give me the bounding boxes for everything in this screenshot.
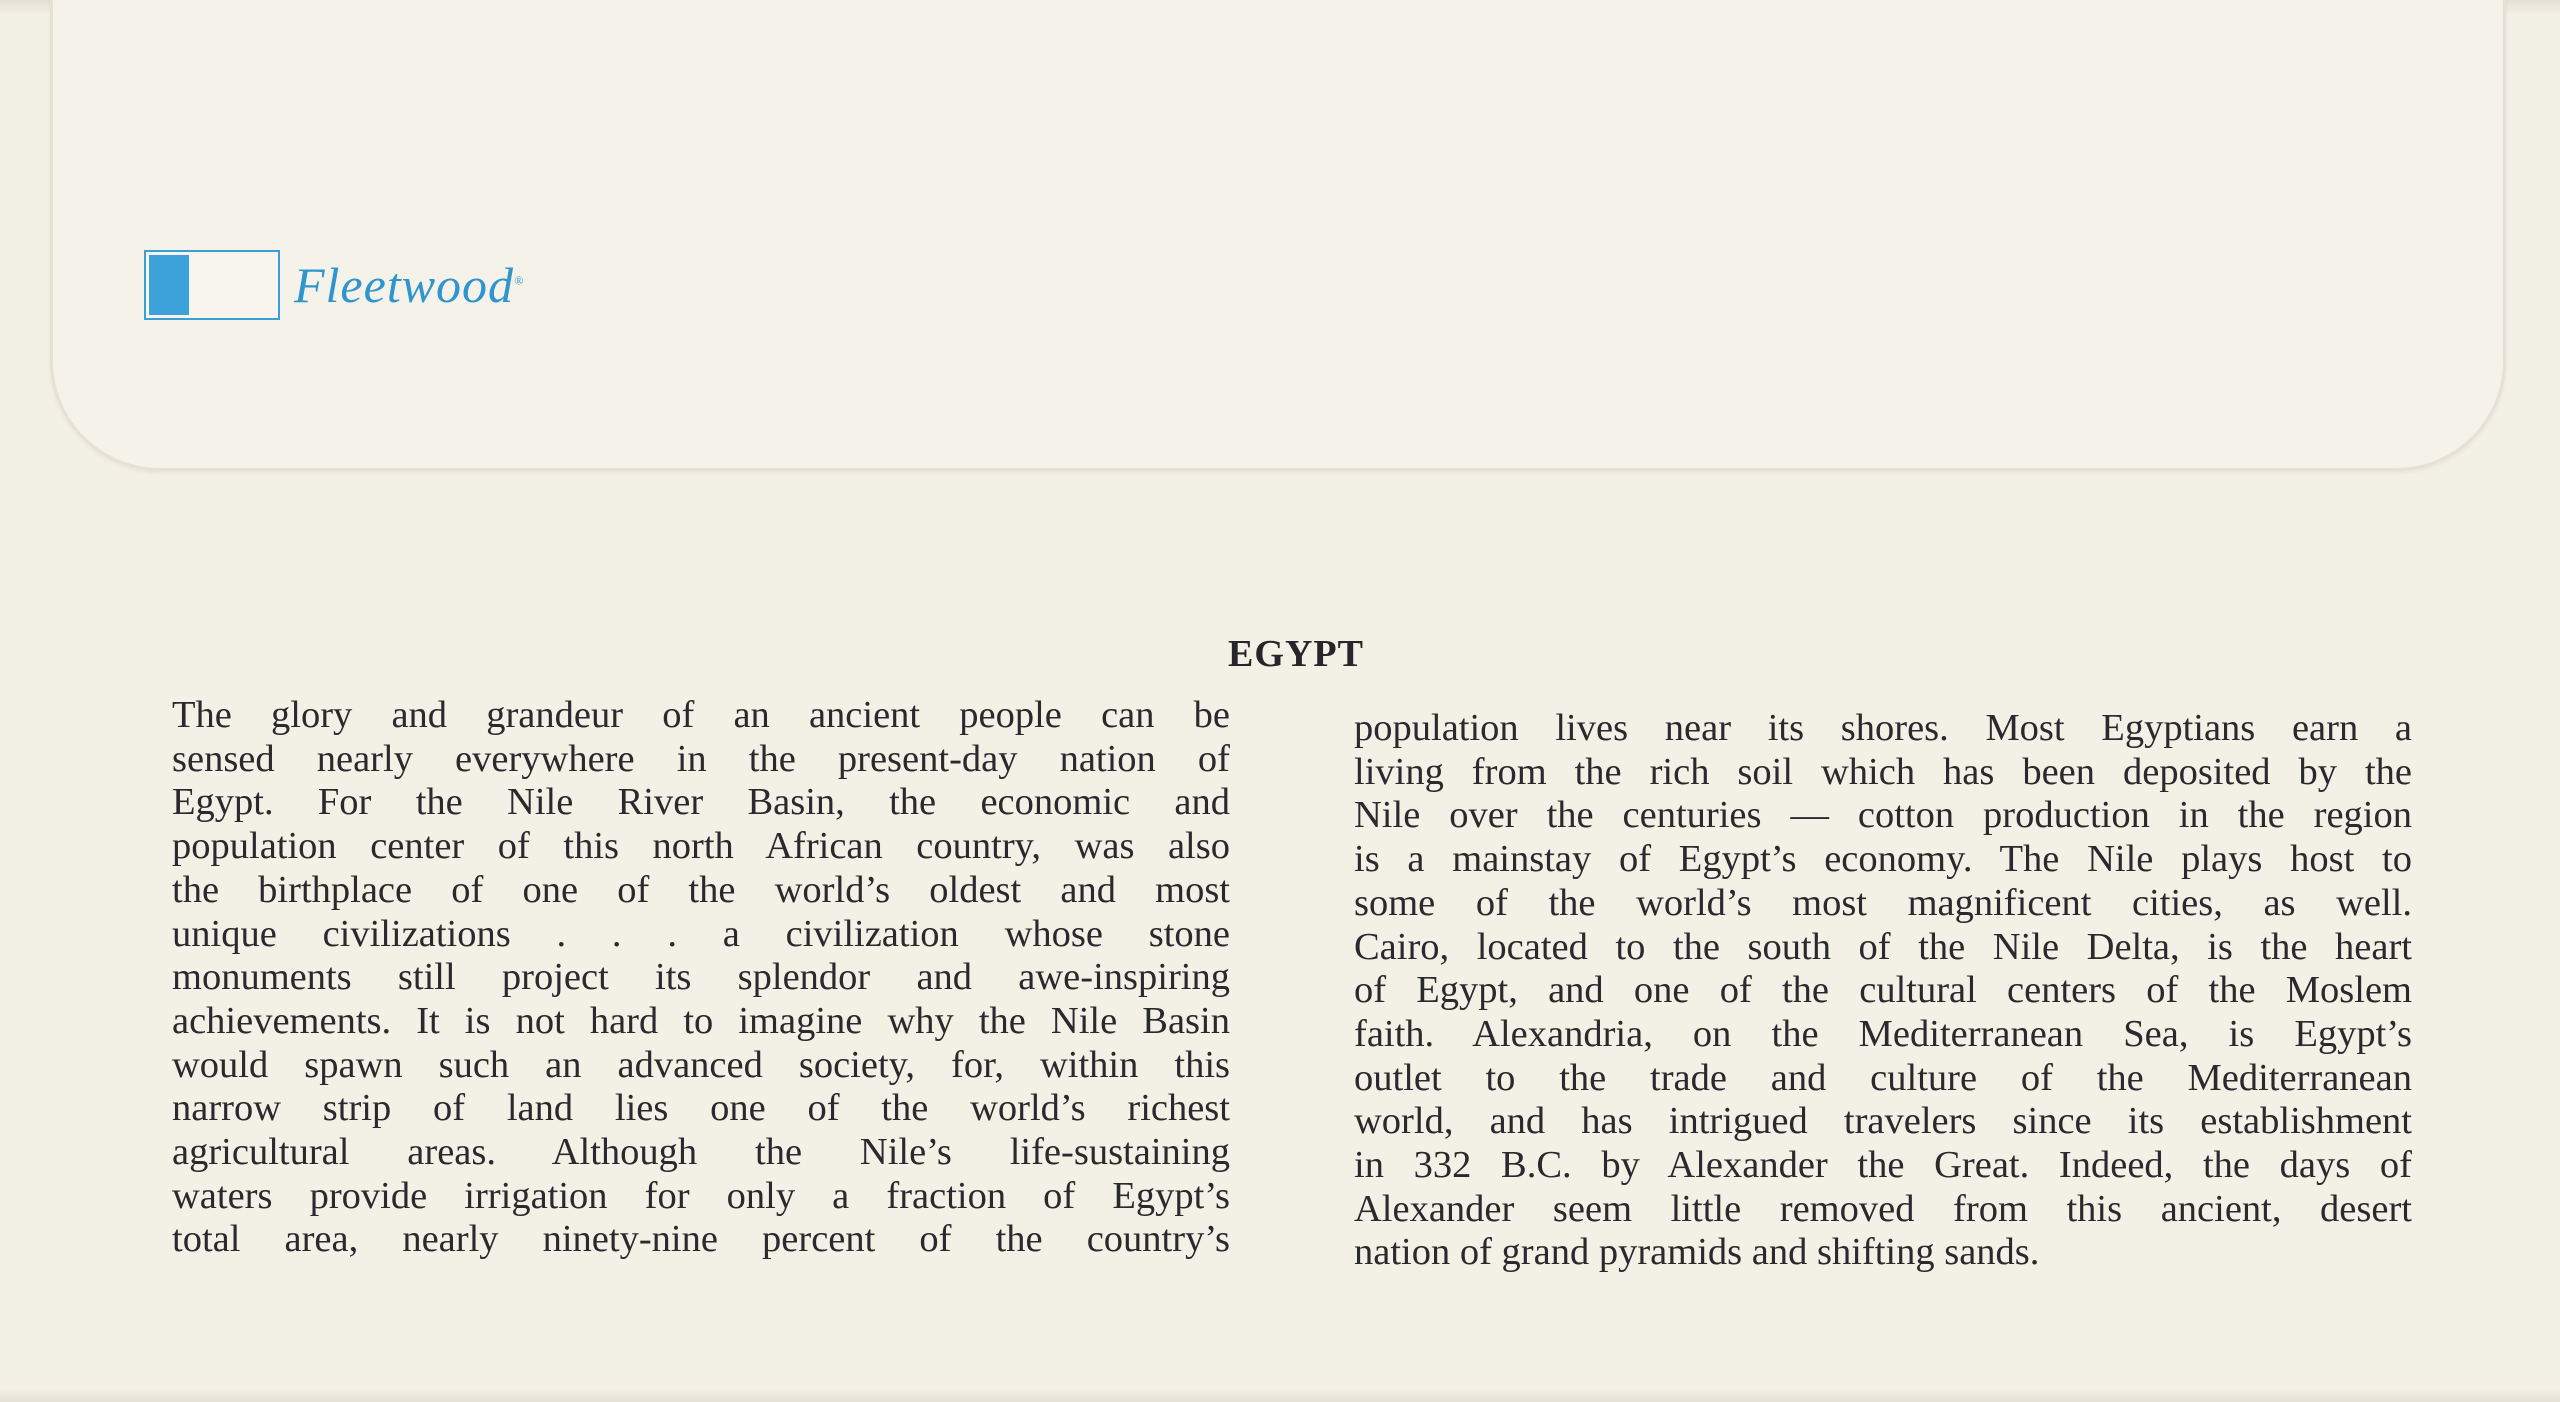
text-line: Cairo, located to the south of the Nile Delta, is the heart xyxy=(1354,925,2412,968)
text-line: of Egypt, and one of the cultural centers of the Moslem xyxy=(1354,969,2412,1012)
text-line: living from the rich soil which has been deposited by the xyxy=(1354,750,2412,793)
text-line: population center of this north African country, was also xyxy=(172,825,1230,868)
right-text-column xyxy=(1354,707,2412,1275)
logo-wordmark: Fleetwood® xyxy=(294,257,525,313)
text-line: Egypt. For the Nile River Basin, the economic and xyxy=(172,781,1230,824)
text-line: narrow strip of land lies one of the world’s richest xyxy=(172,1087,1230,1130)
text-line: outlet to the trade and culture of the Mediterranean xyxy=(1354,1056,2412,1099)
text-line: population lives near its shores. Most Egyptians earn a xyxy=(1354,707,2412,749)
text-line: nation of grand pyramids and shifting sands. xyxy=(1354,1231,2040,1274)
left-text-column xyxy=(172,694,1230,1262)
text-line: Alexander seem little removed from this ancient, desert xyxy=(1354,1187,2412,1230)
text-line: achievements. It is not hard to imagine why the Nile Basin xyxy=(172,999,1230,1042)
text-line: faith. Alexandria, on the Mediterranean Sea, is Egypt’s xyxy=(1354,1012,2412,1055)
logo-square-fill xyxy=(149,255,189,315)
text-line: in 332 B.C. by Alexander the Great. Indeed, the days of xyxy=(1354,1144,2412,1187)
text-line: some of the world’s most magnificent cities, as well. xyxy=(1354,881,2412,924)
text-line: monuments still project its splendor and awe-inspiring xyxy=(172,956,1230,999)
envelope-flap xyxy=(50,0,2506,471)
page-title: EGYPT xyxy=(1228,633,1364,675)
text-line: is a mainstay of Egypt’s economy. The Nile plays host to xyxy=(1354,838,2412,881)
text-line: would spawn such an advanced society, for, within this xyxy=(172,1043,1230,1086)
text-line: The glory and grandeur of an ancient people can be xyxy=(172,694,1230,736)
envelope-bottom-edge xyxy=(0,1388,2560,1402)
logo-square-icon xyxy=(144,250,280,320)
text-line: the birthplace of one of the world’s oldest and most xyxy=(172,868,1230,911)
text-line: world, and has intrigued travelers since its establishment xyxy=(1354,1100,2412,1143)
text-line: Nile over the centuries — cotton production in the region xyxy=(1354,794,2412,837)
text-line: total area, nearly ninety-nine percent of the country’s xyxy=(172,1218,1230,1261)
text-line: agricultural areas. Although the Nile’s life-sustaining xyxy=(172,1131,1230,1174)
fleetwood-logo xyxy=(144,250,524,320)
text-line: unique civilizations . . . a civilization whose stone xyxy=(172,912,1230,955)
text-line: waters provide irrigation for only a fraction of Egypt’s xyxy=(172,1174,1230,1217)
text-line: sensed nearly everywhere in the present-day nation of xyxy=(172,737,1230,780)
